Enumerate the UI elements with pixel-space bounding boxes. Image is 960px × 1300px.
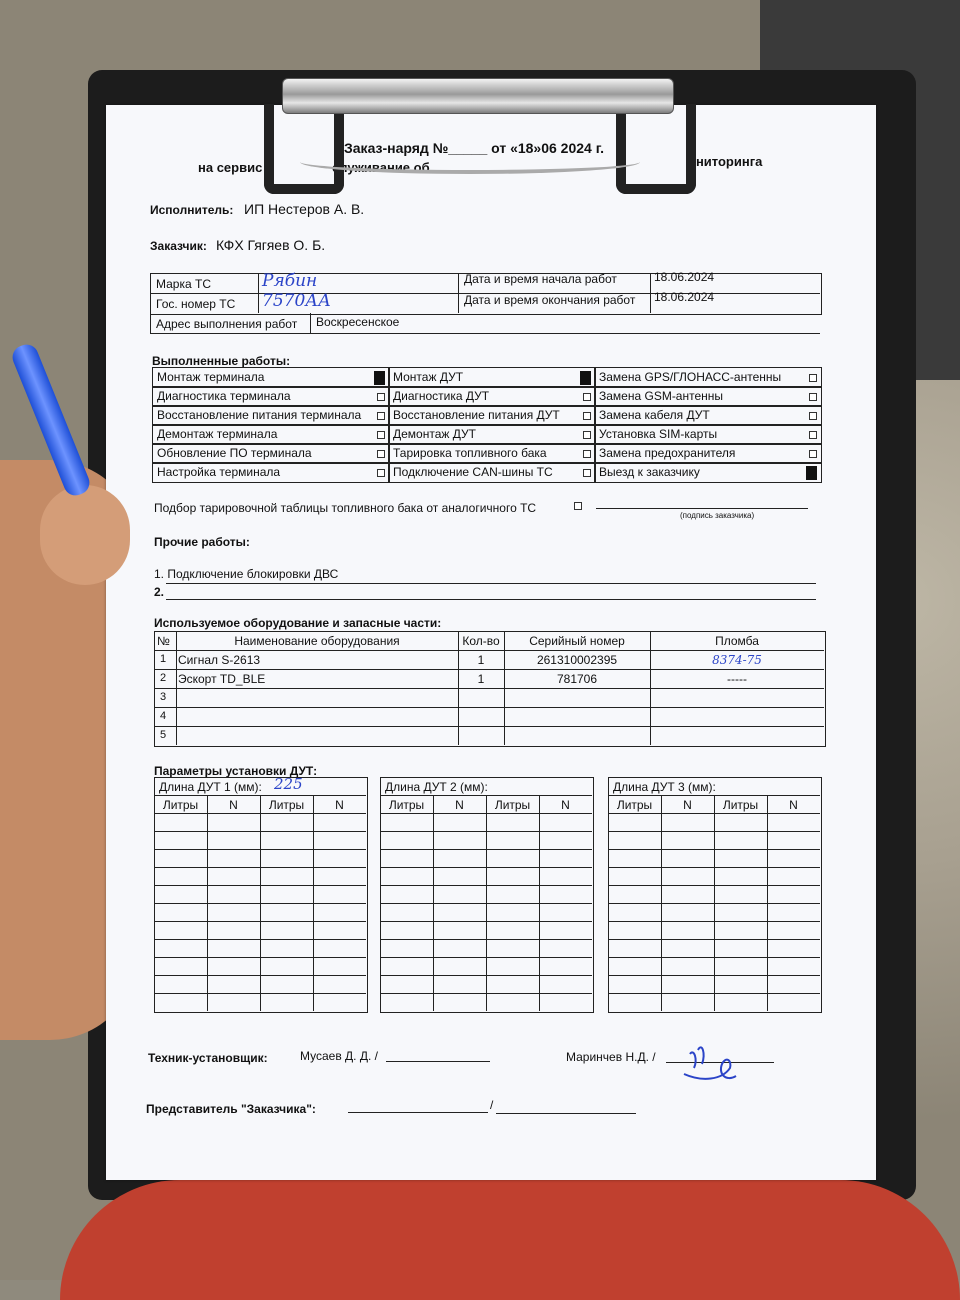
equipment-cell: -----: [727, 672, 747, 686]
address-value: Воскресенское: [316, 315, 400, 329]
clip-left-arm: [264, 104, 344, 194]
work-checkbox[interactable]: [377, 469, 385, 477]
dut-col-header: Литры: [268, 798, 305, 812]
dut-row-line: [154, 975, 366, 976]
plate-label: Гос. номер ТС: [156, 297, 236, 311]
dut-row-line: [608, 993, 820, 994]
dut-row-line: [608, 903, 820, 904]
clip-wire: [300, 150, 640, 174]
equipment-cell: 4: [160, 710, 167, 722]
representative-line-2: [496, 1113, 636, 1114]
dut-row-line: [380, 921, 592, 922]
work-checkbox[interactable]: [809, 450, 817, 458]
order-subtitle-right: ониторинга: [688, 154, 763, 169]
work-label: Замена кабеля ДУТ: [599, 408, 710, 422]
dut-length-value: 225: [274, 775, 303, 793]
work-label: Обновление ПО терминала: [157, 446, 312, 460]
address-label: Адрес выполнения работ: [156, 317, 298, 331]
brand-value: Рябин: [262, 271, 318, 291]
end-label: Дата и время окончания работ: [464, 293, 636, 307]
equipment-col-line: [504, 631, 505, 745]
technician-1-line: [386, 1061, 490, 1062]
dut-row-line: [608, 867, 820, 868]
representative-line-1: [348, 1112, 488, 1113]
executor-value: ИП Нестеров А. В.: [244, 201, 365, 217]
work-label: Установка SIM-карты: [599, 427, 718, 441]
work-checkbox[interactable]: [583, 431, 591, 439]
shirt: [60, 1180, 960, 1300]
equipment-cell: 1: [477, 672, 485, 686]
dut-row-line: [608, 813, 820, 814]
dut-row-line: [608, 849, 820, 850]
equipment-title: Используемое оборудование и запасные части:: [154, 616, 442, 630]
representative-slash: /: [490, 1098, 494, 1112]
work-label: Восстановление питания терминала: [157, 408, 362, 422]
order-title: Заказ-наряд №_____ от «18»06 2024 г.: [344, 140, 605, 156]
dut-row-line: [608, 975, 820, 976]
other-work-2: 2.: [154, 585, 165, 599]
equipment-row-line: [154, 726, 824, 727]
equipment-cell: 781706: [556, 672, 598, 686]
equipment-cell: 1: [477, 653, 485, 667]
work-checkbox[interactable]: [809, 393, 817, 401]
dut-title: Параметры установки ДУТ:: [154, 764, 318, 778]
other-work-1: 1. Подключение блокировки ДВС: [154, 567, 339, 581]
brand-label: Марка ТС: [156, 277, 211, 291]
other-work-2-line: [166, 599, 816, 600]
dut-row-line: [154, 939, 366, 940]
work-label: Диагностика терминала: [157, 389, 291, 403]
equipment-cell: 8374-75: [712, 653, 762, 667]
work-checkbox[interactable]: [809, 374, 817, 382]
work-checkbox[interactable]: [583, 393, 591, 401]
dut-row-line: [154, 867, 366, 868]
dut-row-line: [380, 831, 592, 832]
dut-row-line: [154, 993, 366, 994]
dut-col-header: N: [335, 798, 344, 812]
calibration-checkbox[interactable]: [574, 502, 582, 510]
signature-caption: (подпись заказчика): [680, 511, 755, 520]
vehicle-col-divider-3: [650, 273, 651, 313]
works-title: Выполненные работы:: [152, 354, 291, 368]
executor-label: Исполнитель:: [150, 203, 234, 217]
dut-col-header: Литры: [722, 798, 759, 812]
equipment-row-line: [154, 688, 824, 689]
work-checkbox[interactable]: [374, 371, 385, 385]
work-checkbox[interactable]: [583, 469, 591, 477]
dut-row-line: [608, 939, 820, 940]
dut-col-header: Литры: [494, 798, 531, 812]
work-checkbox[interactable]: [809, 412, 817, 420]
dut-row-line: [380, 867, 592, 868]
equipment-cell: 261310002395: [536, 653, 618, 667]
work-checkbox[interactable]: [377, 431, 385, 439]
address-left-border: [150, 313, 151, 333]
technician-1: Мусаев Д. Д. /: [300, 1049, 378, 1063]
work-label: Демонтаж ДУТ: [393, 427, 476, 441]
dut-row-line: [608, 885, 820, 886]
address-divider: [310, 313, 311, 333]
equipment-header: Серийный номер: [529, 634, 625, 648]
dut-col-header: N: [683, 798, 692, 812]
equipment-cell: 2: [160, 672, 167, 684]
dut-row-line: [154, 921, 366, 922]
equipment-header: №: [157, 634, 170, 648]
equipment-header: Кол-во: [462, 634, 500, 648]
technician-2: Маринчев Н.Д. /: [566, 1050, 656, 1064]
work-checkbox[interactable]: [583, 450, 591, 458]
work-label: Замена GPS/ГЛОНАСС-антенны: [599, 370, 782, 384]
dut-col-header: N: [789, 798, 798, 812]
dut-row-line: [380, 849, 592, 850]
dut-length-label: Длина ДУТ 3 (мм):: [613, 780, 716, 794]
dut-length-label: Длина ДУТ 1 (мм):: [159, 780, 262, 794]
start-value: 18.06.2024: [654, 270, 715, 284]
equipment-row-line: [154, 707, 824, 708]
equipment-cell: 3: [160, 691, 167, 703]
work-label: Восстановление питания ДУТ: [393, 408, 560, 422]
calibration-label: Подбор тарировочной таблицы топливного бака от аналогичного ТС: [154, 501, 537, 515]
equipment-header: Пломба: [715, 634, 759, 648]
order-subtitle-left: на сервис: [198, 160, 263, 175]
equipment-col-line: [176, 631, 177, 745]
customer-signature-line: [596, 508, 808, 509]
dut-length-label: Длина ДУТ 2 (мм):: [385, 780, 488, 794]
dut-row-line: [380, 939, 592, 940]
dut-col-header: N: [561, 798, 570, 812]
work-label: Замена GSM-антенны: [599, 389, 724, 403]
other-works-title: Прочие работы:: [154, 535, 250, 549]
work-checkbox[interactable]: [377, 450, 385, 458]
work-label: Замена предохранителя: [599, 446, 736, 460]
technician-2-signature: [672, 1030, 742, 1090]
dut-row-line: [154, 831, 366, 832]
work-checkbox[interactable]: [580, 371, 591, 385]
address-bottom-line: [150, 333, 820, 334]
dut-row-line: [380, 993, 592, 994]
dut-row-line: [380, 957, 592, 958]
work-label: Монтаж терминала: [157, 370, 265, 384]
vehicle-col-divider-1: [258, 273, 259, 313]
work-checkbox[interactable]: [377, 412, 385, 420]
work-label: Выезд к заказчику: [599, 465, 700, 479]
vehicle-col-divider-2: [458, 273, 459, 313]
technician-label: Техник-установщик:: [148, 1051, 268, 1065]
dut-row-line: [154, 903, 366, 904]
customer-label: Заказчик:: [150, 239, 207, 253]
dut-row-line: [380, 975, 592, 976]
dut-col-header: N: [455, 798, 464, 812]
equipment-table-border: [154, 631, 826, 747]
dut-row-line: [608, 957, 820, 958]
work-label: Монтаж ДУТ: [393, 370, 464, 384]
work-label: Тарировка топливного бака: [393, 446, 547, 460]
dut-col-header: N: [229, 798, 238, 812]
customer-value: КФХ Гягяев О. Б.: [216, 237, 326, 253]
order-subtitle-mid: служивание об: [332, 160, 430, 175]
equipment-cell: Эскорт TD_BLE: [178, 672, 266, 686]
dut-row-line: [608, 831, 820, 832]
start-label: Дата и время начала работ: [464, 272, 617, 286]
dut-row-line: [154, 849, 366, 850]
end-value: 18.06.2024: [654, 290, 715, 304]
representative-label: Представитель "Заказчика":: [146, 1102, 316, 1116]
dut-row-line: [154, 957, 366, 958]
dut-row-line: [380, 813, 592, 814]
dut-col-header: Литры: [616, 798, 653, 812]
clipboard-clip: [282, 78, 674, 114]
equipment-cell: Сигнал S-2613: [178, 653, 261, 667]
dut-row-line: [154, 813, 366, 814]
thumb: [40, 485, 130, 585]
equipment-cell: 1: [160, 653, 167, 665]
work-label: Демонтаж терминала: [157, 427, 278, 441]
equipment-col-line: [650, 631, 651, 745]
work-checkbox[interactable]: [377, 393, 385, 401]
dut-row-line: [608, 921, 820, 922]
equipment-row-line: [154, 669, 824, 670]
equipment-cell: 5: [160, 729, 167, 741]
dut-row-line: [154, 885, 366, 886]
dut-row-line: [380, 903, 592, 904]
work-label: Диагностика ДУТ: [393, 389, 490, 403]
dut-row-line: [380, 885, 592, 886]
clip-right-arm: [616, 104, 696, 194]
work-checkbox[interactable]: [806, 466, 817, 480]
work-label: Подключение CAN-шины ТС: [393, 465, 553, 479]
work-checkbox[interactable]: [809, 431, 817, 439]
work-checkbox[interactable]: [583, 412, 591, 420]
equipment-row-line: [154, 650, 824, 651]
equipment-col-line: [458, 631, 459, 745]
dut-col-header: Литры: [162, 798, 199, 812]
other-work-1-line: [166, 583, 816, 584]
work-order-sheet: [106, 105, 876, 1180]
work-label: Настройка терминала: [157, 465, 281, 479]
plate-value: 7570АА: [262, 291, 332, 311]
equipment-header: Наименование оборудования: [234, 634, 400, 648]
dut-col-header: Литры: [388, 798, 425, 812]
